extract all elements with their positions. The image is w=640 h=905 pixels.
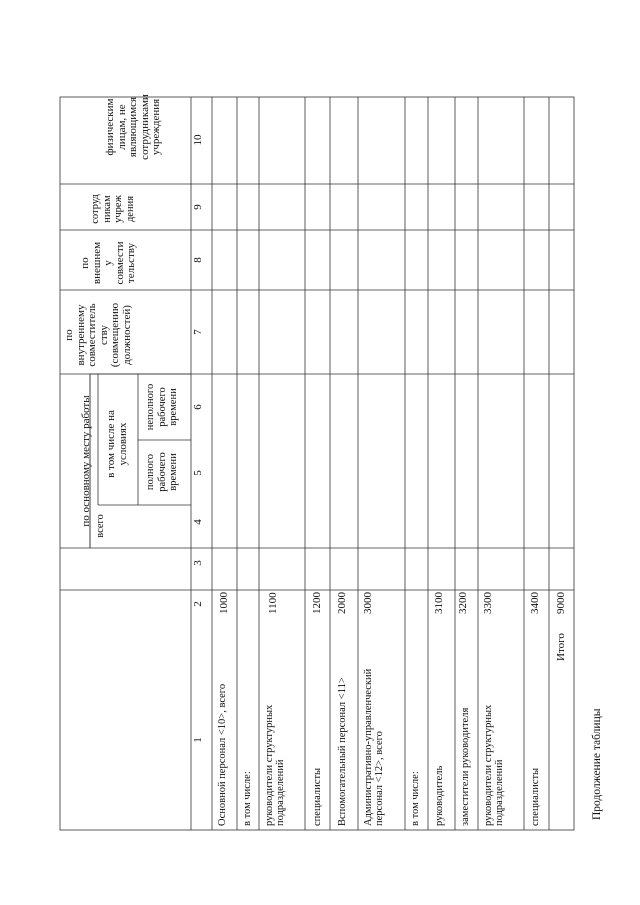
row-name-intro-2: в том числе: xyxy=(410,771,421,826)
col-num-7: 7 xyxy=(192,329,204,335)
header-total: всего xyxy=(95,514,106,538)
col-num-10: 10 xyxy=(192,134,204,146)
header-external: по внешнем у совмести тельству xyxy=(79,241,137,285)
row-code-2000: 2000 xyxy=(336,592,348,614)
col-num-4: 4 xyxy=(192,519,204,525)
row-name-2000: Вспомогательный персонал <11> xyxy=(337,677,348,826)
row-code-3200: 3200 xyxy=(457,592,469,614)
col-num-9: 9 xyxy=(192,204,204,210)
row-code-3400: 3400 xyxy=(529,592,541,614)
header-part-time: неполного рабочего времени xyxy=(145,383,179,431)
row-name-3200: заместители руководителя xyxy=(460,707,471,826)
header-main-group: по основному месту работы xyxy=(80,395,92,527)
row-code-3300: 3300 xyxy=(482,592,494,614)
row-code-3100: 3100 xyxy=(433,592,445,614)
header-individuals: физическим лицам, не являющимся сотрудниками учреждения xyxy=(104,94,162,160)
header-employees: сотруд никам учреж дения xyxy=(90,194,136,224)
row-name-3100: руководитель xyxy=(434,765,445,826)
row-code-1000: 1000 xyxy=(218,592,230,614)
header-internal: по внутреннему совместитель ству (совмещению должностей) xyxy=(63,302,133,368)
total-code: 9000 xyxy=(555,592,567,614)
header-full-time: полного рабочего времени xyxy=(145,452,179,492)
row-name-3300: руководители структурных подразделений xyxy=(483,704,505,826)
row-name-3400: специалисты xyxy=(530,767,541,826)
row-code-1200: 1200 xyxy=(311,592,323,614)
col-num-3: 3 xyxy=(192,560,204,566)
col-num-6: 6 xyxy=(192,404,204,410)
header-subgroup: в том числе на условиях xyxy=(105,410,129,478)
col-num-1: 1 xyxy=(192,737,204,743)
row-name-intro-1: в том числе: xyxy=(242,771,253,826)
total-label: Итого xyxy=(555,633,567,661)
row-code-1100: 1100 xyxy=(267,592,279,614)
row-name-1000: Основной персонал <10>, всего xyxy=(217,683,228,826)
col-num-2: 2 xyxy=(192,601,204,607)
row-name-1100: руководители структурных подразделений xyxy=(264,704,286,826)
row-code-3000: 3000 xyxy=(362,592,374,614)
col-num-8: 8 xyxy=(192,257,204,263)
row-name-3000: Административно-управленческий персонал <12>, всего xyxy=(363,668,385,826)
continuation-caption: Продолжение таблицы xyxy=(591,708,603,820)
col-num-5: 5 xyxy=(192,470,204,476)
row-name-1200: специалисты xyxy=(312,767,323,826)
